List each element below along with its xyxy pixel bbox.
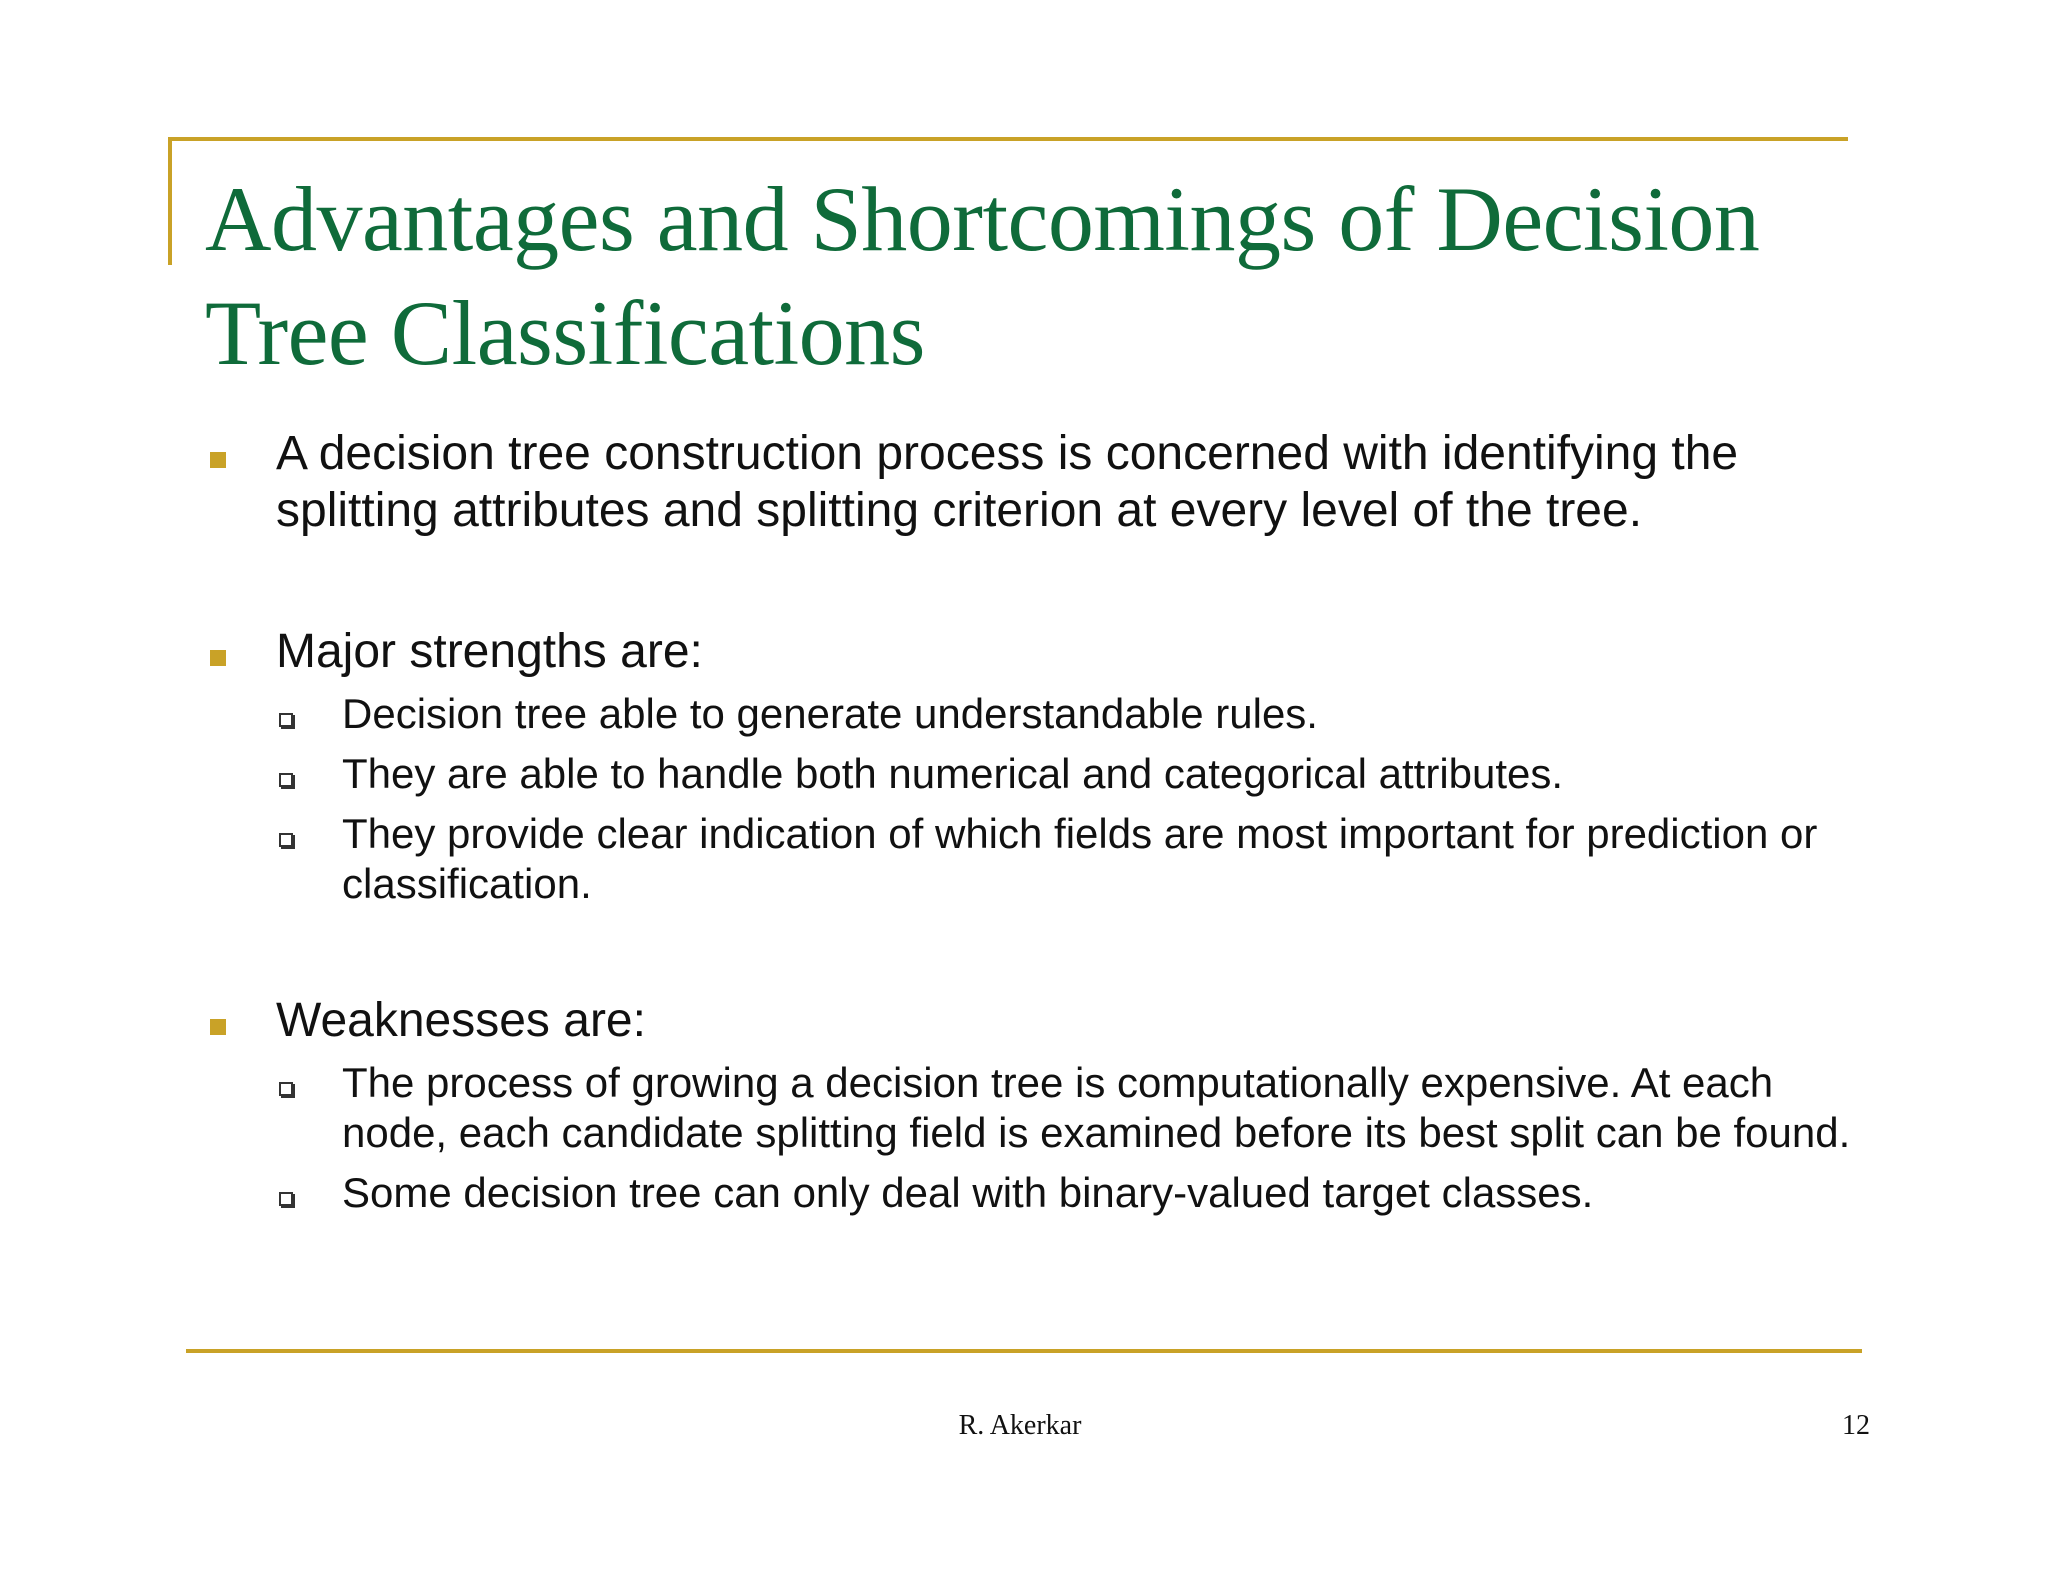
sub-bullet-item xyxy=(200,689,1860,739)
sub-bullet-item xyxy=(200,1168,1860,1218)
bullet-text: Major strengths are: xyxy=(276,625,703,678)
sub-bullet-text: They provide clear indication of which fields are most important for prediction or classification. xyxy=(342,810,1818,907)
sub-bullet-list xyxy=(200,1058,1860,1218)
title-frame-left-rule xyxy=(168,137,172,265)
square-bullet-icon xyxy=(210,452,226,468)
footer-author: R. Akerkar xyxy=(958,1410,1082,1441)
shadowed-box-bullet-icon xyxy=(279,833,293,847)
shadowed-box-bullet-icon xyxy=(279,713,293,727)
sub-bullet-text: The process of growing a decision tree is computationally expensive. At each node, each candidate splitting field is examined before its best split can be found. xyxy=(342,1059,1851,1156)
title-frame-top-rule xyxy=(168,137,1848,141)
sub-bullet-text: Decision tree able to generate understandable rules. xyxy=(342,690,1318,737)
sub-bullet-item xyxy=(200,809,1860,909)
bullet-item xyxy=(200,623,1860,680)
square-bullet-icon xyxy=(210,1019,226,1035)
bullet-item xyxy=(200,425,1860,539)
shadowed-box-bullet-icon xyxy=(279,1082,293,1096)
shadowed-box-bullet-icon xyxy=(279,773,293,787)
slide-body xyxy=(200,425,1860,1218)
sub-bullet-item xyxy=(200,1058,1860,1158)
page-number: 12 xyxy=(1842,1410,1870,1441)
bullet-item xyxy=(200,992,1860,1049)
sub-bullet-text: Some decision tree can only deal with binary-valued target classes. xyxy=(342,1169,1594,1216)
shadowed-box-bullet-icon xyxy=(279,1192,293,1206)
square-bullet-icon xyxy=(210,650,226,666)
bullet-text: Weaknesses are: xyxy=(276,994,646,1047)
footer-rule xyxy=(186,1349,1862,1353)
sub-bullet-item xyxy=(200,749,1860,799)
bullet-text: A decision tree construction process is concerned with identifying the splitting attributes and splitting criterion at every level of the tree. xyxy=(276,427,1739,537)
sub-bullet-list xyxy=(200,689,1860,909)
sub-bullet-text: They are able to handle both numerical and categorical attributes. xyxy=(342,750,1564,797)
slide-title: Advantages and Shortcomings of Decision Tree Classifications xyxy=(205,168,1760,384)
